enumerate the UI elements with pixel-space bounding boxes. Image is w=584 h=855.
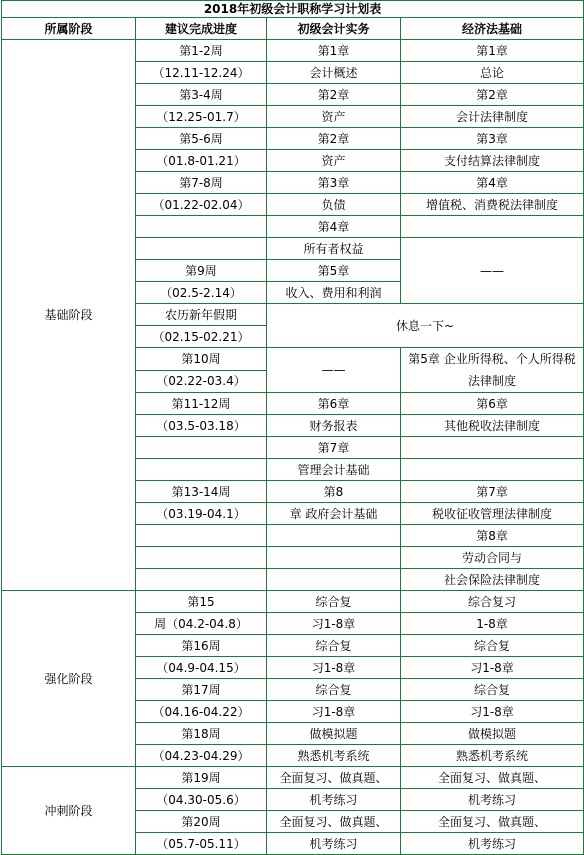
header-progress: 建议完成进度 xyxy=(136,18,267,40)
accounting-cell xyxy=(267,525,401,547)
accounting-cell: 第3章 xyxy=(267,172,401,194)
stage-cell-basic: 基础阶段 xyxy=(2,40,136,591)
progress-cell: 第10周 xyxy=(136,348,267,371)
law-cell: 第8章 xyxy=(401,525,584,547)
progress-cell: 第15 xyxy=(136,591,267,613)
law-cell: 第7章 xyxy=(401,481,584,503)
progress-cell: （02.15-02.21） xyxy=(136,326,267,348)
law-cell: 全面复习、做真题、 xyxy=(401,767,584,789)
accounting-cell: 第4章 xyxy=(267,216,401,238)
progress-cell: （05.7-05.11） xyxy=(136,833,267,855)
accounting-cell: 机考练习 xyxy=(267,789,401,811)
law-cell: 熟悉机考系统 xyxy=(401,745,584,767)
law-cell: 全面复习、做真题、 xyxy=(401,811,584,833)
progress-cell: （12.25-01.7） xyxy=(136,106,267,128)
progress-cell: （04.23-04.29） xyxy=(136,745,267,767)
accounting-cell: 第7章 xyxy=(267,437,401,459)
progress-cell: （02.5-2.14） xyxy=(136,282,267,304)
accounting-cell: 熟悉机考系统 xyxy=(267,745,401,767)
progress-cell xyxy=(136,437,267,459)
accounting-cell: 财务报表 xyxy=(267,415,401,437)
accounting-cell: 全面复习、做真题、 xyxy=(267,767,401,789)
law-cell: 机考练习 xyxy=(401,833,584,855)
accounting-cell: 全面复习、做真题、 xyxy=(267,811,401,833)
law-cell: 税收征收管理法律制度 xyxy=(401,503,584,525)
accounting-cell: 负债 xyxy=(267,194,401,216)
progress-cell: 第9周 xyxy=(136,260,267,282)
table-row xyxy=(2,591,584,613)
law-cell: 机考练习 xyxy=(401,789,584,811)
accounting-cell: 会计概述 xyxy=(267,62,401,84)
progress-cell: （01.22-02.04） xyxy=(136,194,267,216)
accounting-cell: 习1-8章 xyxy=(267,613,401,635)
header-stage: 所属阶段 xyxy=(2,18,136,40)
progress-cell: 第11-12周 xyxy=(136,393,267,415)
progress-cell: 第1-2周 xyxy=(136,40,267,62)
progress-cell: （12.11-12.24） xyxy=(136,62,267,84)
progress-cell xyxy=(136,525,267,547)
accounting-cell: 第1章 xyxy=(267,40,401,62)
progress-cell: 农历新年假期 xyxy=(136,304,267,326)
accounting-cell: 做模拟题 xyxy=(267,723,401,745)
progress-cell: （04.30-05.6） xyxy=(136,789,267,811)
accounting-cell: 机考练习 xyxy=(267,833,401,855)
accounting-cell: 综合复 xyxy=(267,591,401,613)
accounting-cell: 所有者权益 xyxy=(267,238,401,260)
accounting-cell-dash: —— xyxy=(267,348,401,393)
accounting-cell: 第5章 xyxy=(267,260,401,282)
progress-cell: 第3-4周 xyxy=(136,84,267,106)
progress-cell: （04.16-04.22） xyxy=(136,701,267,723)
law-cell: 第6章 xyxy=(401,393,584,415)
accounting-cell: 第2章 xyxy=(267,84,401,106)
accounting-cell: 资产 xyxy=(267,106,401,128)
study-plan-table xyxy=(1,0,584,855)
header-row xyxy=(2,18,584,40)
law-cell: 做模拟题 xyxy=(401,723,584,745)
table-row xyxy=(2,40,584,62)
progress-cell: 第17周 xyxy=(136,679,267,701)
accounting-cell: 综合复 xyxy=(267,635,401,657)
progress-cell: 第7-8周 xyxy=(136,172,267,194)
accounting-cell: 习1-8章 xyxy=(267,657,401,679)
law-cell: 会计法律制度 xyxy=(401,106,584,128)
progress-cell xyxy=(136,216,267,238)
progress-cell: 第13-14周 xyxy=(136,481,267,503)
accounting-cell xyxy=(267,547,401,569)
law-cell: 第5章 企业所得税、个人所得税法律制度 xyxy=(401,348,584,393)
law-cell: 第2章 xyxy=(401,84,584,106)
accounting-cell: 综合复 xyxy=(267,679,401,701)
progress-cell xyxy=(136,547,267,569)
progress-cell: 第16周 xyxy=(136,635,267,657)
law-cell: 习1-8章 xyxy=(401,657,584,679)
law-cell: 社会保险法律制度 xyxy=(401,569,584,591)
accounting-cell: 管理会计基础 xyxy=(267,459,401,481)
progress-cell: （02.22-03.4） xyxy=(136,370,267,393)
progress-cell xyxy=(136,459,267,481)
progress-cell: 第20周 xyxy=(136,811,267,833)
title-row xyxy=(2,1,584,18)
accounting-cell: 第2章 xyxy=(267,128,401,150)
law-cell: 综合复 xyxy=(401,635,584,657)
progress-cell: （01.8-01.21） xyxy=(136,150,267,172)
table-title: 2018年初级会计职称学习计划表 xyxy=(2,1,584,18)
law-cell: 第3章 xyxy=(401,128,584,150)
progress-cell: 第19周 xyxy=(136,767,267,789)
progress-cell: （03.5-03.18） xyxy=(136,415,267,437)
stage-cell-sprint: 冲刺阶段 xyxy=(2,767,136,855)
progress-cell: （03.19-04.1） xyxy=(136,503,267,525)
accounting-cell: 习1-8章 xyxy=(267,701,401,723)
accounting-cell: 收入、费用和利润 xyxy=(267,282,401,304)
law-cell: 第4章 xyxy=(401,172,584,194)
progress-cell xyxy=(136,569,267,591)
accounting-cell xyxy=(267,569,401,591)
law-cell: 综合复 xyxy=(401,679,584,701)
progress-cell xyxy=(136,238,267,260)
accounting-cell: 第8 xyxy=(267,481,401,503)
accounting-cell: 资产 xyxy=(267,150,401,172)
accounting-cell: 章 政府会计基础 xyxy=(267,503,401,525)
law-cell: 支付结算法律制度 xyxy=(401,150,584,172)
law-cell: 劳动合同与 xyxy=(401,547,584,569)
progress-cell: 第5-6周 xyxy=(136,128,267,150)
table-row xyxy=(2,767,584,789)
header-law: 经济法基础 xyxy=(401,18,584,40)
law-cell: 增值税、消费税法律制度 xyxy=(401,194,584,216)
progress-cell: 第18周 xyxy=(136,723,267,745)
law-cell xyxy=(401,437,584,459)
stage-cell-strengthen: 强化阶段 xyxy=(2,591,136,767)
law-cell xyxy=(401,459,584,481)
law-cell: 总论 xyxy=(401,62,584,84)
holiday-rest-cell: 休息一下~ xyxy=(267,304,584,348)
progress-cell: （04.9-04.15） xyxy=(136,657,267,679)
law-cell: 综合复习 xyxy=(401,591,584,613)
progress-cell: 周（04.2-04.8） xyxy=(136,613,267,635)
law-cell: 其他税收法律制度 xyxy=(401,415,584,437)
header-accounting: 初级会计实务 xyxy=(267,18,401,40)
law-cell: 习1-8章 xyxy=(401,701,584,723)
accounting-cell: 第6章 xyxy=(267,393,401,415)
law-cell-dash: —— xyxy=(401,238,584,304)
law-cell: 第1章 xyxy=(401,40,584,62)
law-cell xyxy=(401,216,584,238)
law-cell: 1-8章 xyxy=(401,613,584,635)
